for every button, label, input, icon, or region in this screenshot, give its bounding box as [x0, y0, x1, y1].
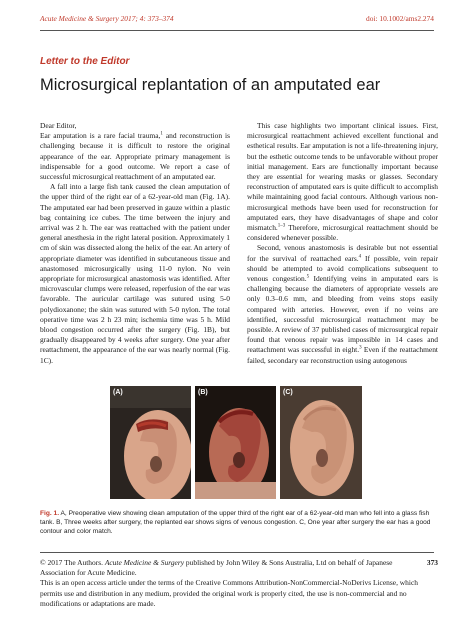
section-label: Letter to the Editor [40, 56, 130, 67]
citation-ref[interactable]: 1–3 [277, 223, 286, 229]
paragraph: A fall into a large fish tank caused the clean amputation of the upper third of the right ear of a 62-year-old man (Fig. 1A). The amputated ear had been preserved in gauze within a plastic bag containing ice cubes. The time between the injury and arrival was 2 h. The ear was reattached with the patient under general anesthesia in the right lateral position. Approximately 1 cm of skin was dissected along the helix of the ear. An artery of appropriate diameter was identified in subcutaneous tissue and anastomosed microsurgically using 11-0 nylon. No vein appropriate for microsurgical anastomosis was identified. After microvascular clumps were released, reperfusion of the ear was favorable. The auricular cartilage was sutured using 5-0 polydioxanone; the skin was sutured with 5-0 nylon. The total operative time was 2 h 23 min; ischemia time was 5 h. Mild blood congestion occurred after the surgery (Fig. 1B), but gradually disappeared by 4 weeks after surgery. One year after reattachment, the appearance of the ear was nearly normal (Fig. 1C). [40, 182, 230, 365]
ear-photo-b [195, 386, 276, 499]
body-column-right [247, 121, 438, 366]
copyright-line: © 2017 The Authors. Acute Medicine & Surgery published by John Wiley & Sons Australia, Ltd on behalf of Japanese Association for Acute Medicine. [40, 558, 393, 578]
running-head [40, 14, 434, 26]
paragraph: Second, venous anastomosis is desirable but not essential for the survival of reattached ears.$^4$ If possible, vein repair should be attempted to avoid complications subsequent to venous congestion.$^5$ Identifying veins in amputated ears is challenging because the diameters of appropriate vessels are only 0.3–0.6 mm, and bleeding from veins stops easily compared with arteries. However, even if no veins are identified, successful microsurgical reattachment may be possible. A review of 37 published cases of microsurgical repair found that venous repair was impossible in 14 cases and reattachment was successful in eight.$^3$ Even if the reattachment failed, secondary ear reconstruction using autogenous [247, 243, 438, 365]
figure-panel-a [110, 386, 191, 499]
page-number: 373 [426, 558, 438, 567]
citation-ref[interactable]: 3 [359, 345, 362, 351]
panel-label: (A) [113, 389, 123, 396]
ear-photo-c [280, 386, 362, 499]
journal-citation: Acute Medicine & Surgery 2017; 4: 373–374 [40, 14, 174, 23]
article-title: Microsurgical replantation of an amputated ear [40, 76, 381, 94]
ear-photo-a [110, 386, 191, 499]
citation-ref[interactable]: 5 [306, 274, 310, 280]
figure-panel-b [195, 386, 276, 499]
figure-caption: Fig. 1. A, Preoperative view showing clean amputation of the upper third of the right ear of a 62-year-old man who fell into a glass fish tank. B, Three weeks after surgery, the replanted ear shows signs of venous congestion. C, One year after surgery the ear has a good contour and color match. [40, 510, 431, 535]
citation-ref[interactable]: 4 [358, 254, 362, 260]
paragraph: This case highlights two important clinical issues. First, microsurgical reattachment achieved excellent functional and esthetical results. Ear amputation is not a life-threatening injury, but the esthetic outcome tends to be unfavorable without proper initial management. Ears are functionally important because they are essential for wearing masks or glasses. Secondary reconstruction of amputated ears is quite difficult to accomplish while maintaining good facial contours. Although various non-microsurgical methods have been used for reconstruction for amputated ears, they have disadvantages of shape and color mismatch.$^{1-3}$ Therefore, microsurgical reattachment should be considered whenever possible. [247, 121, 438, 243]
doi-link[interactable]: doi: 10.1002/ams2.274 [366, 14, 434, 23]
header-rule [40, 30, 434, 31]
figure-tag: Fig. 1. [40, 510, 60, 517]
panel-label: (B) [198, 389, 208, 396]
citation-ref[interactable]: 1 [160, 131, 163, 137]
body-column-left [40, 121, 230, 366]
paragraph: Ear amputation is a rare facial trauma,$^1$ and reconstruction is challenging because it is difficult to restore the original appearance of the ear. Appropriate primary management is indispensable for a good outcome. We report a case of successful microsurgical reattachment of an amputated ear. [40, 131, 230, 182]
figure-panel-c [280, 386, 362, 499]
license-text: This is an open access article under the terms of the Creative Commons Attribution-NonCommercial-NoDerivs License, which permits use and distribution in any medium, provided the original work is properly cited, the use is non-commercial and no modifications or adaptations are made. [40, 578, 418, 608]
panel-label: (C) [283, 389, 293, 396]
page-footer [40, 558, 438, 609]
footer-rule [40, 552, 434, 553]
figure-1 [110, 386, 362, 499]
salutation: Dear Editor, [40, 121, 77, 130]
